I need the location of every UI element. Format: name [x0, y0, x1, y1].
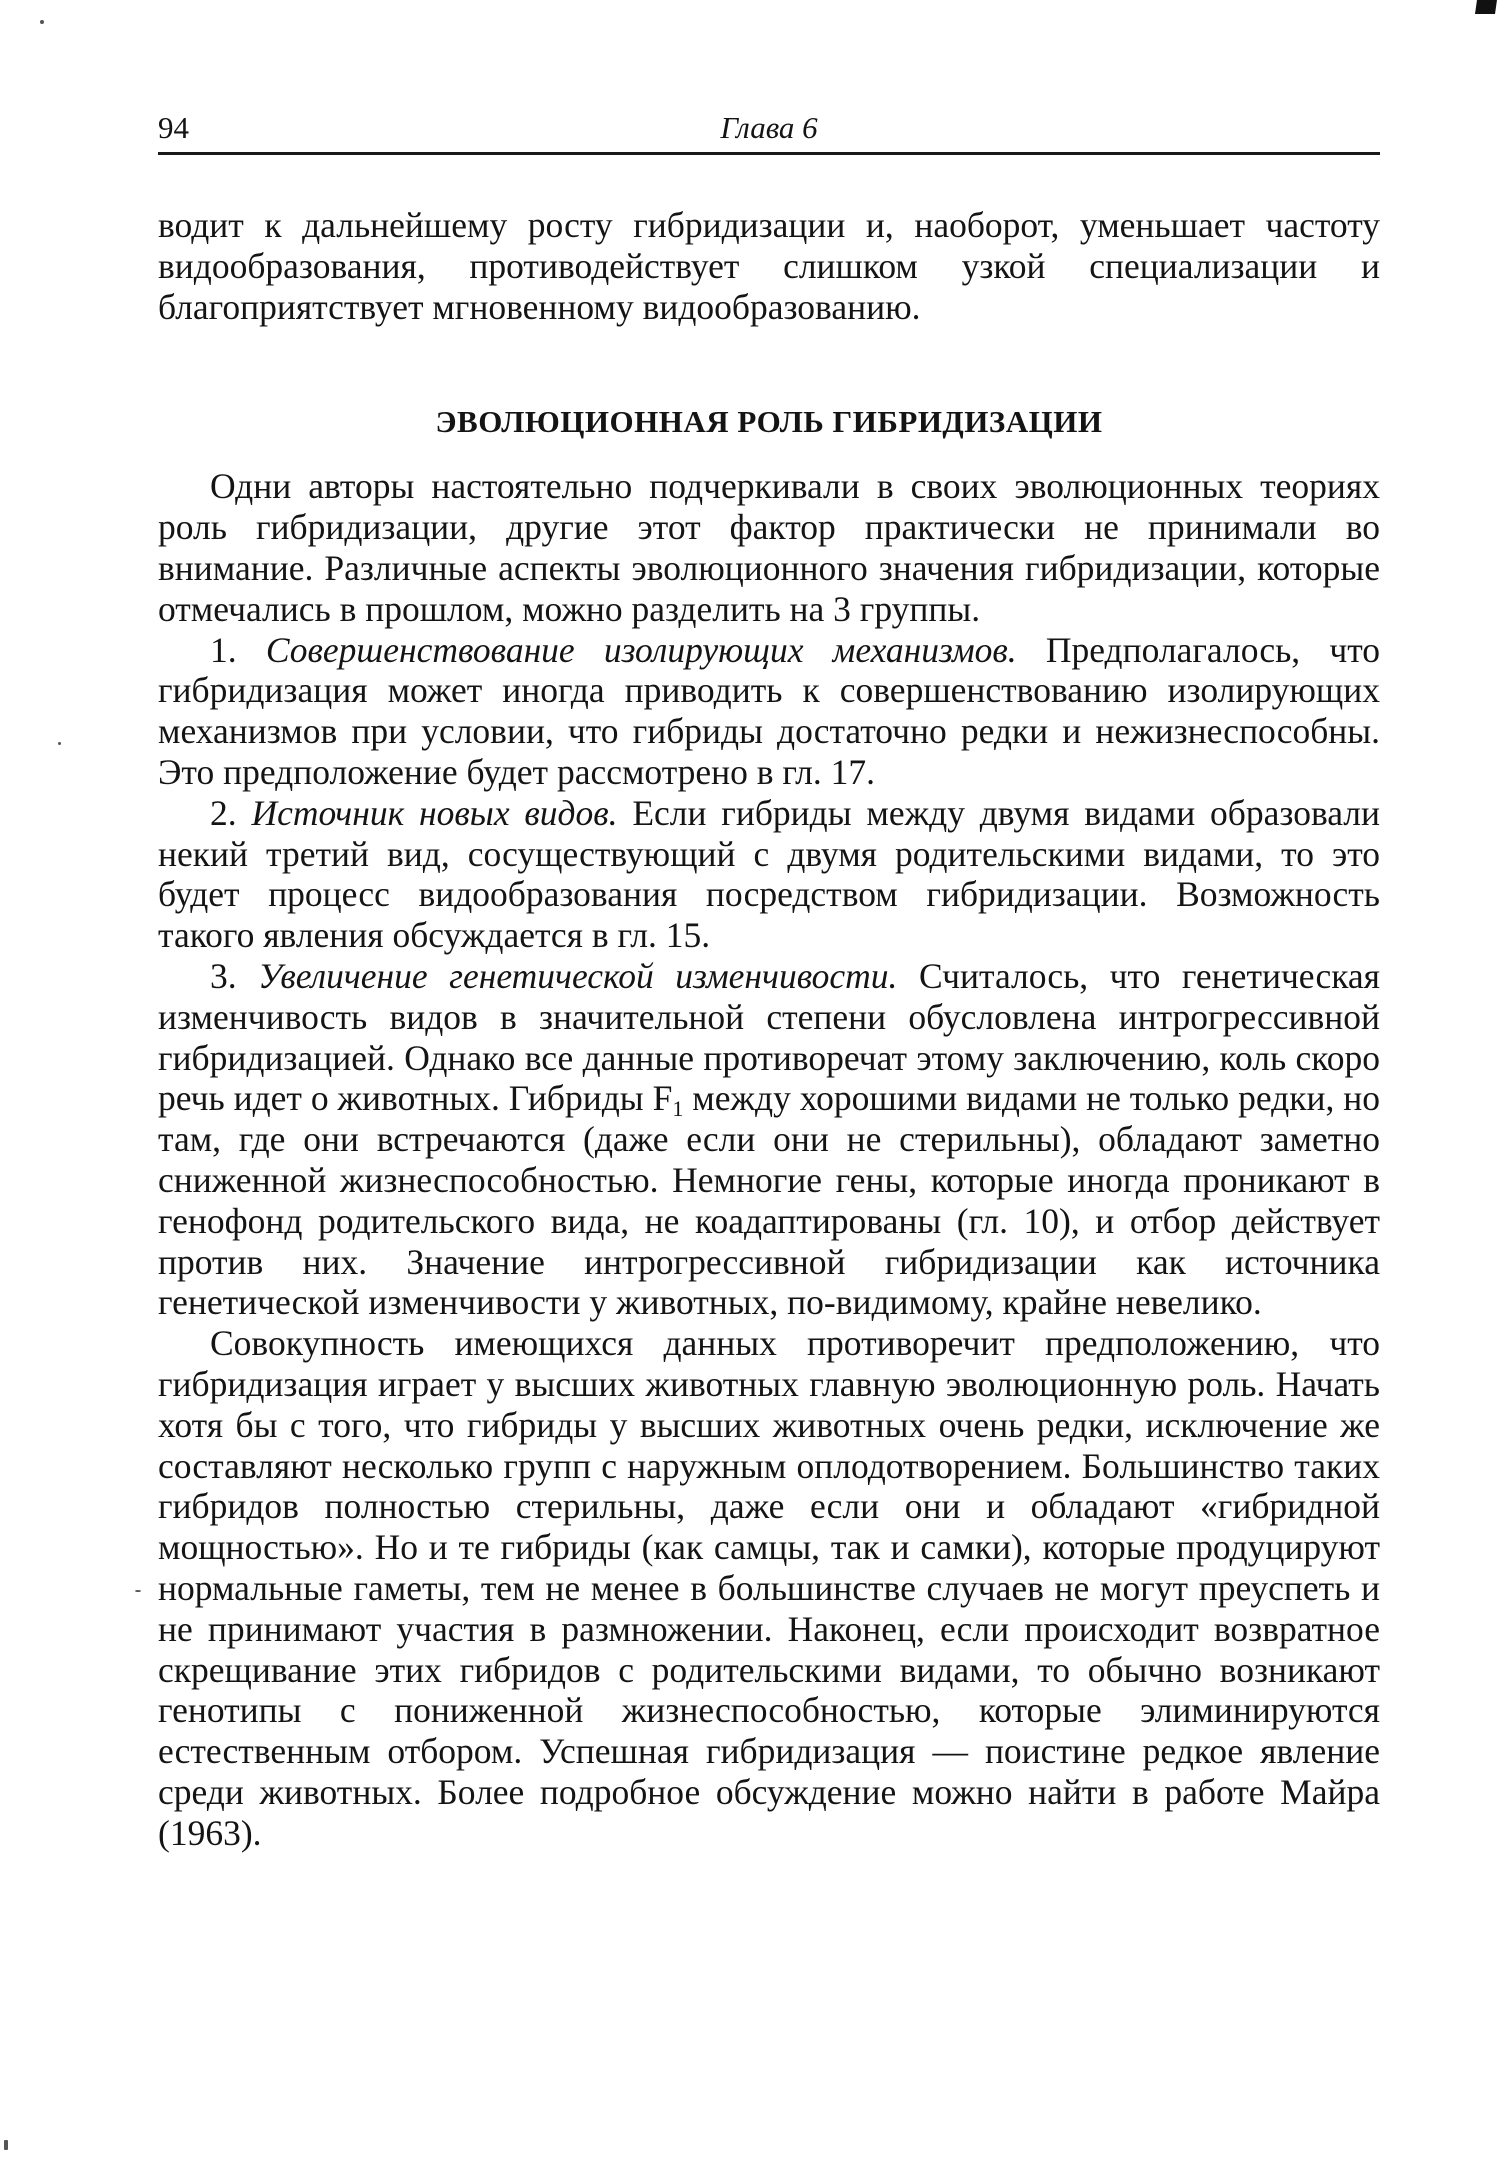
conclusion-paragraph: Совокупность имеющихся данных противоречит предположению, что гибридизация играет у высших животных главную эволюционную роль. Начать хотя бы с того, что гибриды у высших животных очень редки, исключение же составляют несколько групп с наружным оплодотворением. Большинство таких гибридов полностью стерильны, даже если они и обладают «гибридной мощностью». Но и те гибриды (как самцы, так и самки), которые продуцируют нормальные гаметы, тем не менее в большинстве случаев не могут преуспеть и не принимают участия в размножении. Наконец, если происходит возвратное скрещивание этих гибридов с родительскими видами, то обычно возникают генотипы с пониженной жизнеспособностью, которые элиминируются естественным отбором. Успешная гибридизация — поистине редкое явление среди животных. Более подробное обсуждение можно найти в работе Майра (1963).: [158, 1323, 1380, 1853]
continuation-paragraph: водит к дальнейшему росту гибридизации и, наоборот, уменьшает частоту видообразования, противодействует слишком узкой специализации и благоприятствует мгновенному видообразованию.: [158, 205, 1380, 327]
list-item: [158, 793, 1380, 956]
item-number: 3.: [210, 955, 237, 996]
page-number: 94: [158, 110, 189, 145]
running-head: [158, 108, 1380, 155]
item-text: Предполагалось, что гибридизация может иногда приводить к совершенствованию изолирующих механизмов при условии, что гибриды достаточно редки и нежизнеспособны. Это предположение будет рассмотрено в гл. 17.: [158, 629, 1380, 792]
section-heading: ЭВОЛЮЦИОННАЯ РОЛЬ ГИБРИДИЗАЦИИ: [435, 404, 1103, 440]
item-title: Источник новых видов.: [251, 792, 618, 833]
item-number: 1.: [210, 629, 237, 670]
scan-speck: [40, 20, 44, 24]
item-title: Увеличение генетической изменчивости.: [258, 955, 898, 996]
chapter-title: Глава 6: [720, 110, 818, 145]
item-text: Если гибриды между двумя видами образовали некий третий вид, сосуществующий с двумя родительскими видами, то это будет процесс видообразования посредством гибридизации. Возможность такого явления обсуждается в гл. 15.: [158, 792, 1381, 956]
book-page: [158, 108, 1380, 1853]
list-item: [158, 630, 1380, 793]
item-title: Совершенствование изолирующих механизмов.: [265, 629, 1017, 670]
body-text: [158, 205, 1380, 1853]
scan-speck: [58, 742, 61, 745]
list-item: [158, 956, 1380, 1323]
item-text-continued: между хорошими видами не только редки, но там, где они встречаются (даже если они не стерильны), обладают заметно сниженной жизнеспособностью. Немногие гены, которые иногда проникают в генофонд родительского вида, не коадаптированы (гл. 10), и отбор действует против них. Значение интрогрессивной гибридизации как источника генетической изменчивости у животных, по-видимому, крайне невелико.: [158, 1078, 1380, 1323]
subscript: 1: [672, 1096, 684, 1122]
scan-speck: [4, 2140, 8, 2150]
scan-speck: [135, 1590, 141, 1592]
intro-paragraph: Одни авторы настоятельно подчеркивали в своих эволюционных теориях роль гибридизации, другие этот фактор практически не принимали во внимание. Различные аспекты эволюционного значения гибридизации, которые отмечались в прошлом, можно разделить на 3 группы.: [158, 466, 1380, 629]
item-text: Считалось, что генетическая изменчивость видов в значительной степени обусловлена интрогрессивной гибридизацией. Однако все данные противоречат этому заключению, коль скоро речь идет о животных. Гибриды F: [158, 955, 1380, 1119]
item-number: 2.: [210, 792, 237, 833]
scan-artifact: [1475, 0, 1497, 14]
